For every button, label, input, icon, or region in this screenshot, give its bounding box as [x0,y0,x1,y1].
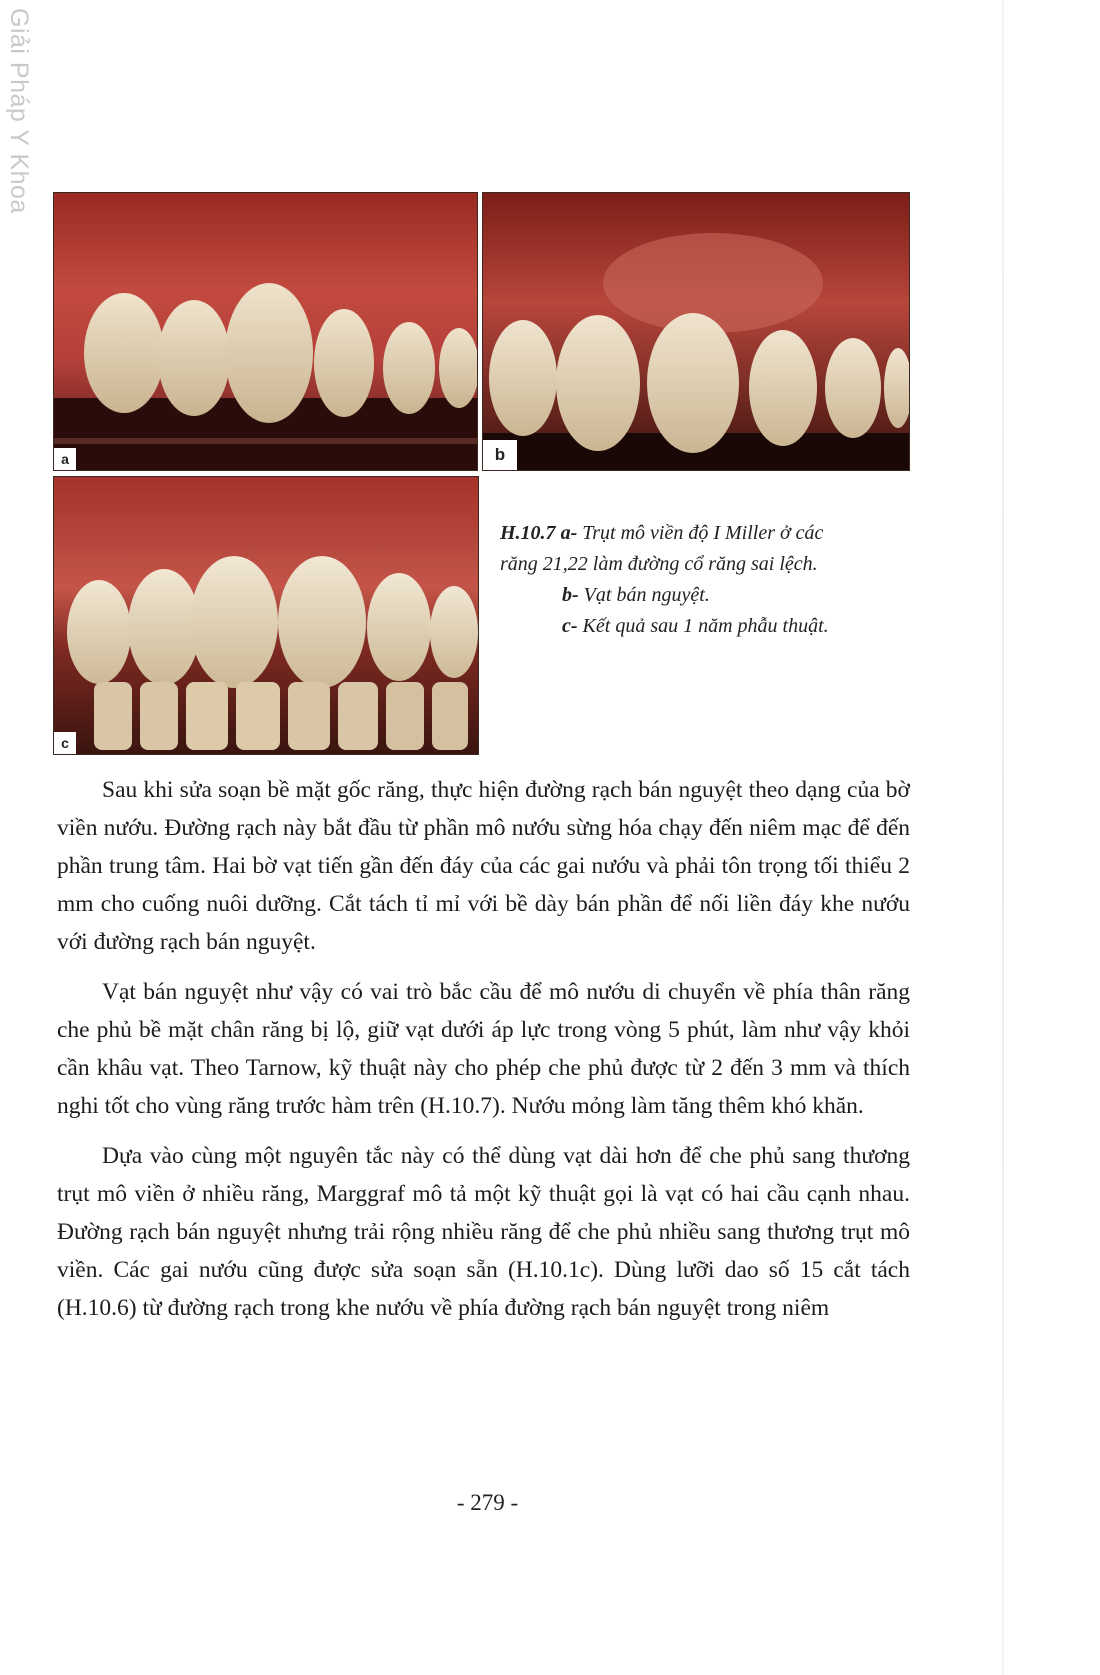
caption-line-a1 [500,518,920,549]
caption-text-b: Vạt bán nguyệt. [578,584,710,606]
figure-photo-a [53,192,478,471]
body-text [57,771,910,1339]
caption-marker-b: b- [562,584,579,606]
body-paragraph: Sau khi sửa soạn bề mặt gốc răng, thực hiện đường rạch bán nguyệt theo dạng của bờ viền nướu. Đường rạch này bắt đầu từ phần mô nướu sừng hóa chạy đến niêm mạc để đến phần trung tâm. Hai bờ vạt tiến gần đến đáy của các gai nướu và phải tôn trọng tối thiểu 2 mm cho cuống nuôi dưỡng. Cắt tách tỉ mỉ với bề dày bán phần để nối liền đáy khe nướu với đường rạch bán nguyệt. [57,777,910,955]
figure-photo-c [53,476,479,755]
figure-caption [500,518,920,642]
body-paragraph: Dựa vào cùng một nguyên tắc này có thể dùng vạt dài hơn để che phủ sang thương trụt mô viền ở nhiều răng, Marggraf mô tả một kỹ thuật gọi là vạt có hai cầu cạnh nhau. Đường rạch bán nguyệt nhưng trải rộng nhiều răng để che phủ nhiều sang thương trụt mô viền. Các gai nướu cũng được sửa soạn sẵn (H.10.1c). Dùng lưỡi dao số 15 cắt tách (H.10.6) từ đường rạch trong khe nướu về phía đường rạch bán nguyệt trong niêm [57,1143,910,1321]
caption-fig-id: H.10.7 [500,522,556,544]
caption-text-c: Kết quả sau 1 năm phẫu thuật. [577,615,829,637]
page-edge [1002,0,1004,1675]
caption-marker-a: a- [560,522,578,544]
figure-label-a: a [54,448,76,470]
watermark: Giải Pháp Y Khoa [5,8,33,214]
caption-text-a1: Trụt mô viền độ I Miller ở các [577,522,824,544]
figure-label-c: c [54,732,76,754]
figure-label-b: b [483,440,517,470]
figure-photo-b [482,192,910,471]
body-paragraph: Vạt bán nguyệt như vậy có vai trò bắc cầu để mô nướu di chuyển về phía thân răng che phủ bề mặt chân răng bị lộ, giữ vạt dưới áp lực trong vòng 5 phút, làm như vậy khỏi cần khâu vạt. Theo Tarnow, kỹ thuật này cho phép che phủ được từ 2 đến 3 mm và thích nghi tốt cho vùng răng trước hàm trên (H.10.7). Nướu mỏng làm tăng thêm khó khăn. [57,979,910,1119]
caption-line-b [500,580,920,611]
caption-line-a2: răng 21,22 làm đường cổ răng sai lệch. [500,553,818,575]
teeth-photo-c [54,477,478,754]
caption-marker-c: c- [562,615,578,637]
teeth-photo-b [483,193,909,470]
caption-line-c [500,611,920,642]
page-number: - 279 - [456,1490,519,1515]
teeth-photo-a [54,193,477,470]
